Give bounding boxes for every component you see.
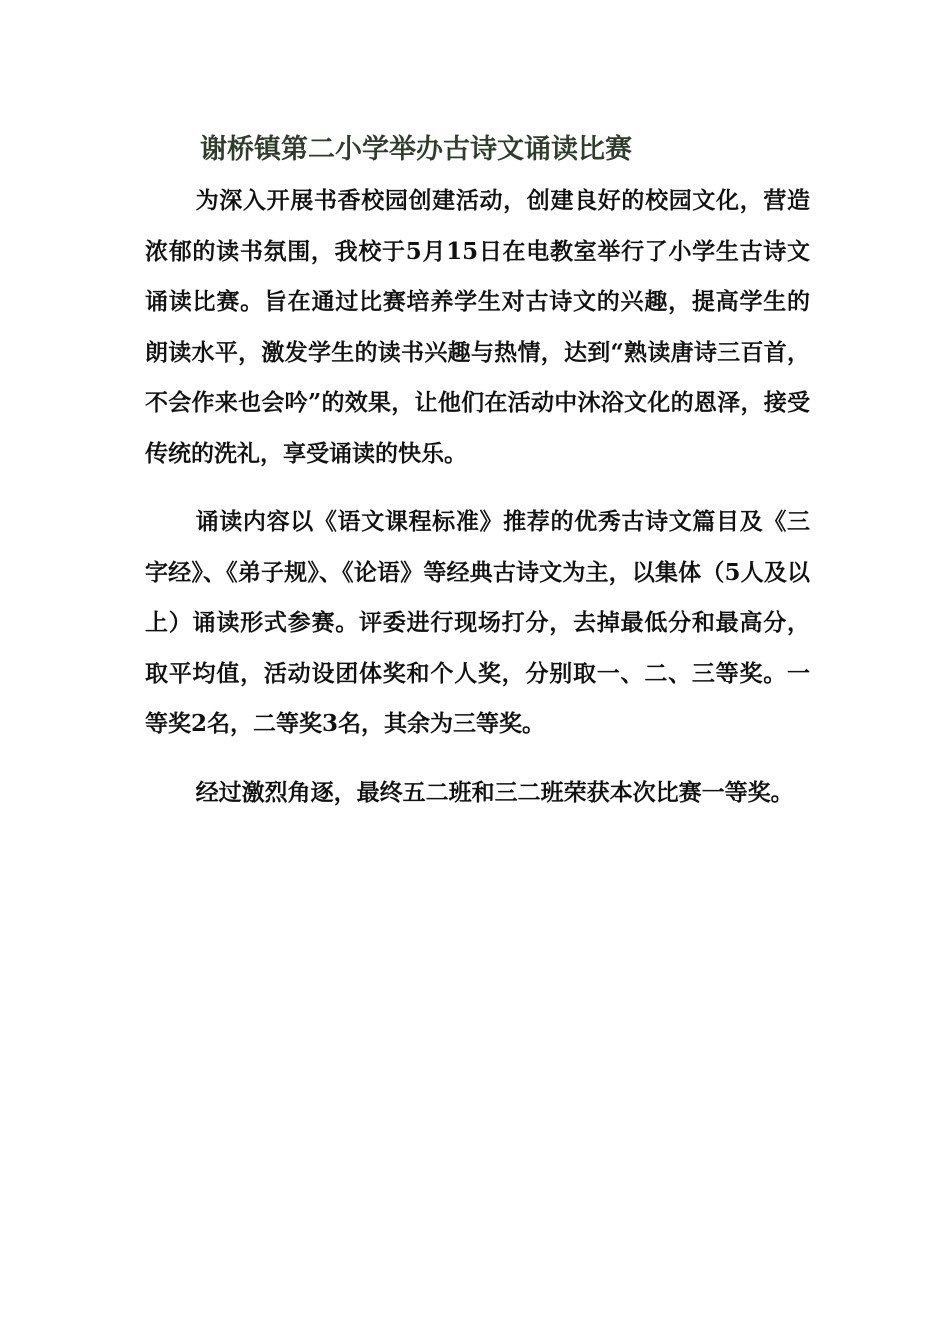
page-title: 谢桥镇第二小学举办古诗文诵读比赛 bbox=[200, 134, 632, 165]
paragraph-content: 诵读内容以《语文课程标准》推荐的优秀古诗文篇目及《三字经》、《弟子规》、《论语》等经典古诗文为主，以集体（5人及以上）诵读形式参赛。评委进行现场打分，去掉最低分和最高分，取平均值，活动设团体奖和个人奖，分别取一、二、三等奖。一等奖2名，二等奖3名，其余为三等奖。 bbox=[145, 508, 810, 738]
paragraph-intro: 为深入开展书香校园创建活动，创建良好的校园文化，营造浓郁的读书氛围，我校于5月15日在电教室举行了小学生古诗文诵读比赛。旨在通过比赛培养学生对古诗文的兴趣，提高学生的朗读水平，激发学生的读书兴趣与热情，达到“熟读唐诗三百首，不会作来也会吟”的效果，让他们在活动中沐浴文化的恩泽，接受传统的洗礼，享受诵读的快乐。 bbox=[145, 187, 810, 467]
paragraph-result: 经过激烈角逐，最终五二班和三二班荣获本次比赛一等奖。 bbox=[195, 779, 794, 806]
